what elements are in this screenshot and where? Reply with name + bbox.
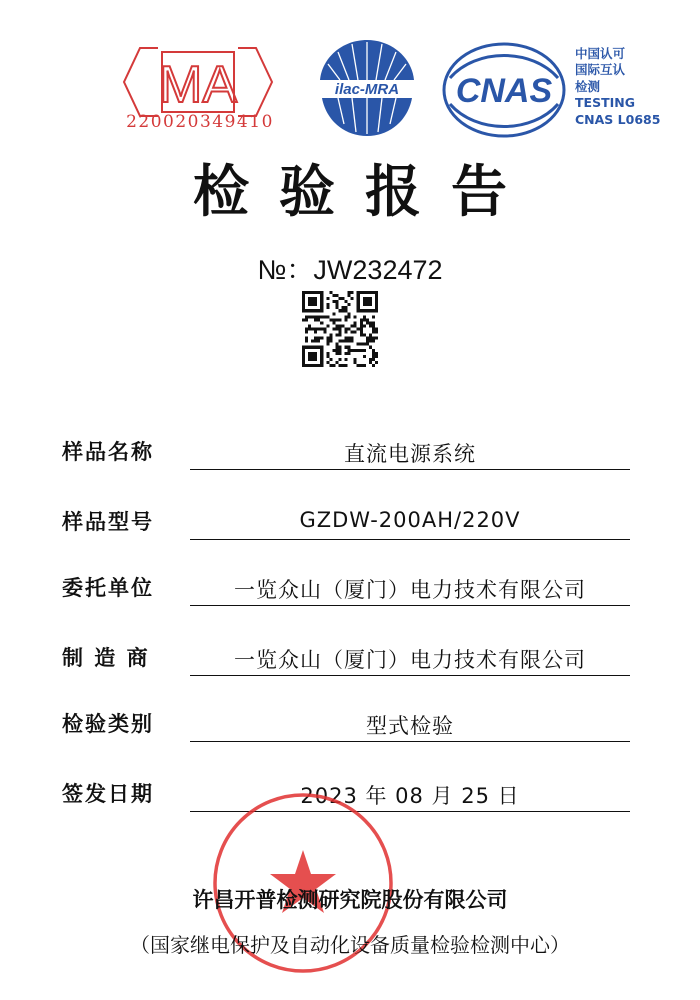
sample-model-label: 样品型号 bbox=[62, 510, 154, 534]
cnas-line: TESTING bbox=[575, 95, 635, 111]
underline bbox=[190, 605, 630, 606]
sample-name-value: 直流电源系统 bbox=[344, 442, 476, 466]
manufacturer-value: 一览众山（厦门）电力技术有限公司 bbox=[234, 648, 586, 672]
cnas-line: 国际互认 bbox=[575, 62, 626, 78]
cnas-line: 检测 bbox=[575, 78, 601, 94]
manufacturer-label: 制 造 商 bbox=[62, 646, 150, 670]
footer-subtitle: （国家继电保护及自动化设备质量检验检测中心） bbox=[130, 933, 570, 957]
footer-organization: 许昌开普检测研究院股份有限公司 bbox=[192, 888, 508, 912]
client-value: 一览众山（厦门）电力技术有限公司 bbox=[234, 578, 586, 602]
cnas-line: 中国认可 bbox=[575, 46, 626, 61]
qr-code[interactable] bbox=[302, 291, 378, 367]
test-type-value: 型式检验 bbox=[366, 714, 454, 738]
ilac-mra-logo bbox=[308, 36, 426, 142]
ilac-mra-text: ilac-MRA bbox=[334, 81, 400, 98]
sample-name-label: 样品名称 bbox=[62, 440, 154, 464]
client-label: 委托单位 bbox=[62, 576, 154, 600]
cnas-line: CNAS L0685 bbox=[575, 111, 661, 127]
underline bbox=[190, 469, 630, 470]
sample-model-value: GZDW-200AH/220V bbox=[299, 508, 521, 532]
cnas-accreditation-text bbox=[575, 46, 660, 128]
cma-number: 220020349410 bbox=[126, 112, 274, 132]
cnas-letters: CNAS bbox=[455, 72, 553, 110]
cma-letters: MA bbox=[159, 56, 237, 114]
document-title: 检验报告 bbox=[193, 160, 537, 225]
test-type-label: 检验类别 bbox=[62, 712, 154, 736]
cnas-logo bbox=[440, 40, 568, 140]
issue-date-value: 2023 年 08 月 25 日 bbox=[300, 784, 520, 808]
underline bbox=[190, 539, 630, 540]
report-number: №：JW232472 bbox=[257, 255, 443, 285]
underline bbox=[190, 741, 630, 742]
underline bbox=[190, 675, 630, 676]
issue-date-label: 签发日期 bbox=[62, 782, 154, 806]
